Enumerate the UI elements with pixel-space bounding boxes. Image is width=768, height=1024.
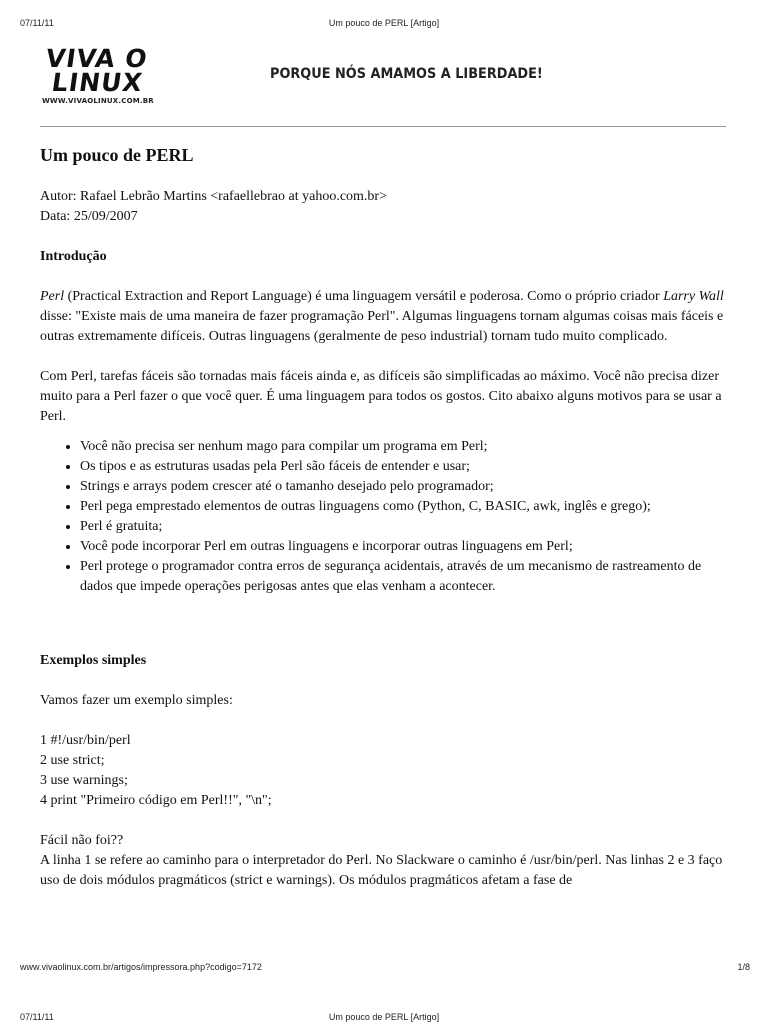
examples-intro: Vamos fazer um exemplo simples:	[40, 693, 233, 708]
print-date: 07/11/11	[20, 18, 54, 28]
print-title: Um pouco de PERL [Artigo]	[328, 18, 440, 28]
perl-term: Perl	[40, 289, 65, 304]
print-header	[0, 18, 768, 32]
list-item: • Perl é gratuita;	[80, 517, 726, 537]
intro-text-a: (Practical Extraction and Report Language) é uma linguagem versátil e poderosa. Como o próprio criador	[64, 289, 664, 304]
closing-paragraph: A linha 1 se refere ao caminho para o interpretador do Perl. No Slackware o caminho é /usr/bin/perl. Nas linhas 2 e 3 faço uso de dois módulos pragmáticos (strict e warnings). Os módulos pragmáticos afetam a fase de	[40, 853, 723, 888]
code-line: 1 #!/usr/bin/perl	[40, 733, 131, 748]
logo-url: WWW.VIVAOLINUX.COM.BR	[42, 97, 154, 105]
intro-paragraph-1	[40, 287, 726, 347]
code-line: 3 use warnings;	[40, 773, 128, 788]
print-footer	[0, 962, 768, 976]
larry-wall-term: Larry Wall	[663, 289, 724, 304]
code-line: 4 print "Primeiro código em Perl!!", "\n";	[40, 793, 272, 808]
print-url: www.vivaolinux.com.br/artigos/impressora.php?codigo=7172	[20, 962, 262, 972]
next-print-title: Um pouco de PERL [Artigo]	[328, 1012, 440, 1022]
list-item: • Você não precisa ser nenhum mago para compilar um programa em Perl;	[80, 437, 726, 457]
logo-line-2: LINUX	[49, 68, 145, 97]
list-item: • Os tipos e as estruturas usadas pela Perl são fáceis de entender e usar;	[80, 457, 726, 477]
logo-line-1: VIVA O	[43, 44, 150, 73]
page-number: 1/8	[737, 962, 750, 972]
section-heading-examples: Exemplos simples	[40, 653, 147, 668]
intro-paragraph-2: Com Perl, tarefas fáceis são tornadas mais fáceis ainda e, as difíceis são simplificadas ao máximo. Você não precisa dizer muito para a Perl fazer o que você quer. É uma linguagem para todos os gostos. Cito abaixo alguns motivos para se usar a Perl.	[40, 369, 722, 424]
list-item: • Você pode incorporar Perl em outras linguagens e incorporar outras linguagens em Perl;	[80, 537, 726, 557]
list-item: • Perl pega emprestado elementos de outras linguagens como (Python, C, BASIC, awk, inglês e grego);	[80, 497, 726, 517]
article-title: Um pouco de PERL	[40, 145, 194, 165]
site-slogan: PORQUE NÓS AMAMOS A LIBERDADE!	[270, 66, 543, 82]
list-item: • Strings e arrays podem crescer até o tamanho desejado pelo programador;	[80, 477, 726, 497]
header-divider	[40, 126, 726, 127]
easy-line: Fácil não foi??	[40, 833, 124, 848]
code-line: 2 use strict;	[40, 753, 105, 768]
list-item: • Perl protege o programador contra erros de segurança acidentais, através de um mecanismo de rastreamento de dados que impede operações perigosas antes que elas venham a acontecer.	[80, 557, 726, 597]
next-print-date: 07/11/11	[20, 1012, 54, 1022]
article-body	[40, 143, 726, 891]
intro-text-b: disse: "Existe mais de uma maneira de fazer programação Perl". Algumas linguagens tornam algumas coisas mais fáceis e outras extremamente difíceis. Outras linguagens (geralmente de peso industrial) tornam tudo muito complicado.	[40, 309, 724, 344]
article-author: Autor: Rafael Lebrão Martins <rafaellebrao at yahoo.com.br>	[40, 189, 387, 204]
site-banner	[40, 42, 726, 108]
section-heading-intro: Introdução	[40, 249, 107, 264]
next-page-header	[0, 1012, 768, 1024]
site-logo[interactable]	[40, 42, 170, 108]
reasons-list	[40, 437, 726, 597]
article-date: Data: 25/09/2007	[40, 209, 138, 224]
